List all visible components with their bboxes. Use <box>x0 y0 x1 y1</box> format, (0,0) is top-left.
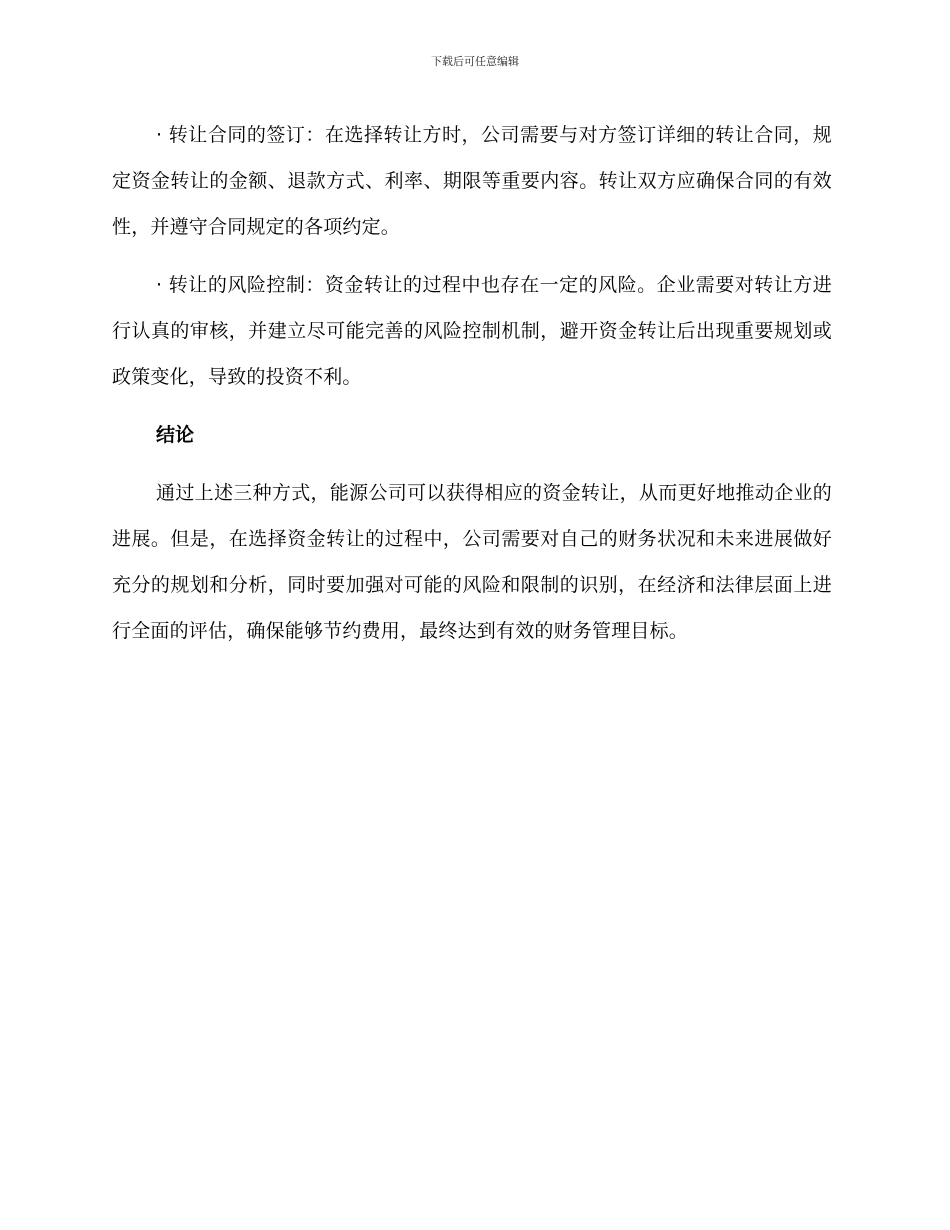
conclusion-heading: 结论 <box>156 424 195 446</box>
paragraph-contract-signing: · 转让合同的签订：在选择转让方时，公司需要与对方签订详细的转让合同，规定资金转让的金额、退款方式、利率、期限等重要内容。转让双方应确保合同的有效性，并遵守合同规定的各项约定。 <box>112 124 832 238</box>
document-body <box>112 112 832 666</box>
page-header-note: 下载后可任意编辑 <box>431 55 519 68</box>
conclusion-paragraph: 通过上述三种方式，能源公司可以获得相应的资金转让，从而更好地推动企业的进展。但是，在选择资金转让的过程中，公司需要对自己的财务状况和未来进展做好充分的规划和分析，同时要加强对可能的风险和限制的识别，在经济和法律层面上进行全面的评估，确保能够节约费用，最终达到有效的财务管理目标。 <box>112 482 832 642</box>
paragraph-risk-control: · 转让的风险控制：资金转让的过程中也存在一定的风险。企业需要对转让方进行认真的审核，并建立尽可能完善的风险控制机制，避开资金转让后出现重要规划或政策变化，导致的投资不利。 <box>112 274 832 388</box>
